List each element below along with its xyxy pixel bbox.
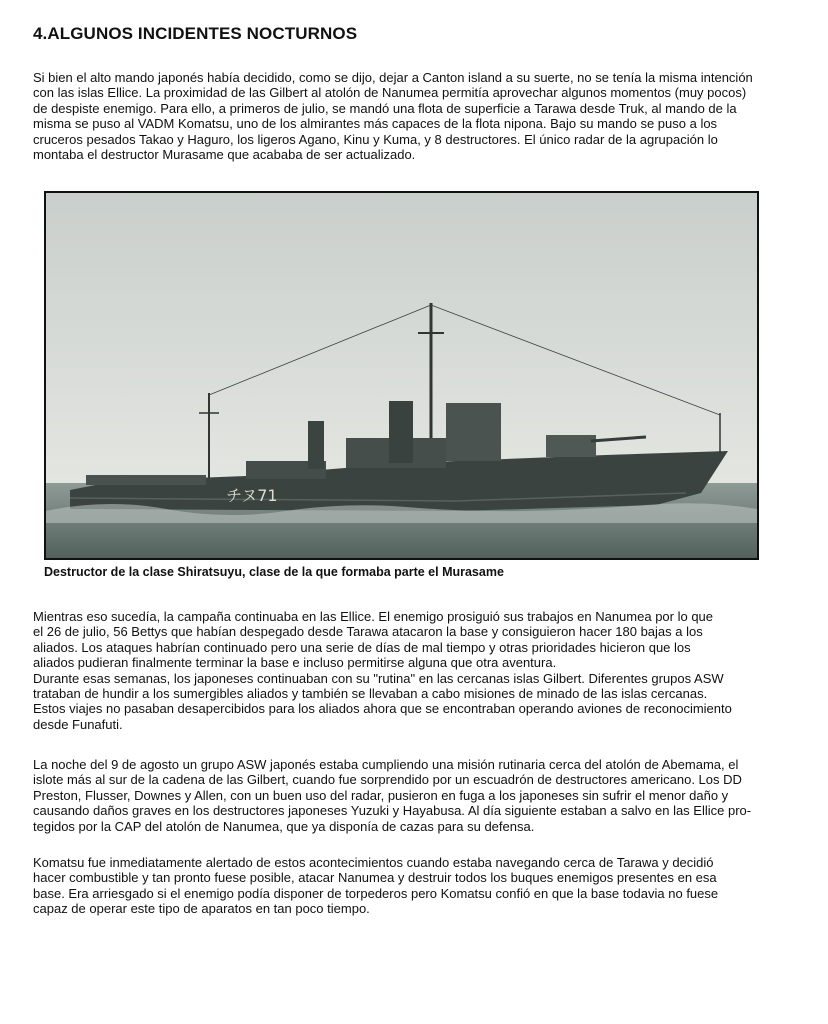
text-line: cruceros pesados Takao y Haguro, los ligeros Agano, Kinu y Kuma, y 8 destructores. El único radar de la agrupación lo (33, 131, 718, 147)
photo-caption: Destructor de la clase Shiratsuyu, clase de la que formaba parte el Murasame (44, 565, 504, 579)
text-line: misma se puso al VADM Komatsu, uno de los almirantes más capaces de la flota nipona. Bajo su mando se puso a los (33, 116, 718, 132)
intro-paragraph (33, 70, 803, 162)
text-line: tegidos por la CAP del atolón de Nanumea, que ya disponía de cazas para su defensa. (33, 818, 535, 834)
page-title: 4.ALGUNOS INCIDENTES NOCTURNOS (33, 24, 358, 43)
text-line: hacer combustible y tan pronto fuese posible, atacar Nanumea y destruir todos los buques enemigos presentes en esa (33, 870, 717, 886)
text-line: aliados pudieran finalmente terminar la base e incluso permitirse alguna que otra aventura. (33, 655, 557, 671)
text-line: islote más al sur de la cadena de las Gilbert, cuando fue sorprendido por un escuadrón de destructores americano. Los DD (33, 772, 742, 788)
text-line: Si bien el alto mando japonés había decidido, como se dijo, dejar a Canton island a su suerte, no se tenía la misma intención (33, 70, 753, 85)
text-line: con las islas Ellice. La proximidad de las Gilbert al atolón de Nanumea permitía aprovechar algunos momentos (muy pocos) (33, 85, 747, 101)
hull-marking: チヌ71 (226, 486, 278, 505)
text-line: aliados. Los ataques habrían continuado pero una serie de días de mal tiempo y otras prioridades hicieron que los (33, 639, 691, 655)
text-line: Mientras eso sucedía, la campaña continuaba en las Ellice. El enemigo prosiguió sus trabajos en Nanumea por lo que (33, 609, 714, 624)
text-line: Estos viajes no pasaban desapercibidos para los aliados ahora que se encontraban operando aviones de reconocimiento (33, 701, 732, 717)
text-line: de despiste enemigo. Para ello, a primeros de julio, se mandó una flota de superficie a Tarawa desde Truk, al mando de la (33, 100, 737, 116)
paragraph-2 (33, 609, 803, 732)
paragraph-3 (33, 757, 803, 834)
text-line: trataban de hundir a los sumergibles aliados y también se llevaban a cabo misiones de minado de las islas cercanas. (33, 686, 708, 702)
text-line: base. Era arriesgado si el enemigo podía disponer de torpederos pero Komatsu confió en que la base todavia no fuese (33, 885, 719, 901)
text-line: causando daños graves en los destructores japoneses Yuzuki y Hayabusa. Al día siguiente estaban a salvo en las Ellice pro- (33, 803, 752, 819)
text-line: el 26 de julio, 56 Bettys que habían despegado desde Tarawa atacaron la base y consiguieron hacer 180 bajas a los (33, 624, 703, 640)
text-line: La noche del 9 de agosto un grupo ASW japonés estaba cumpliendo una misión rutinaria cerca del atolón de Abemama, el (33, 757, 739, 772)
text-line: capaz de operar este tipo de aparatos en tan poco tiempo. (33, 901, 370, 917)
text-line: Komatsu fue inmediatamente alertado de estos acontecimientos cuando estaba navegando cerca de Tarawa y decidió (33, 855, 714, 870)
destroyer-illustration (46, 193, 757, 558)
destroyer-photo (44, 191, 759, 560)
paragraph-4 (33, 855, 803, 917)
text-line: Durante esas semanas, los japoneses continuaban con su "rutina" en las cercanas islas Gilbert. Diferentes grupos ASW (33, 670, 724, 686)
text-line: desde Funafuti. (33, 716, 123, 732)
text-line: montaba el destructor Murasame que acababa de ser actualizado. (33, 147, 416, 163)
text-line: Preston, Flusser, Downes y Allen, con un buen uso del radar, pusieron en fuga a los japoneses sin sufrir el menor daño y (33, 787, 729, 803)
